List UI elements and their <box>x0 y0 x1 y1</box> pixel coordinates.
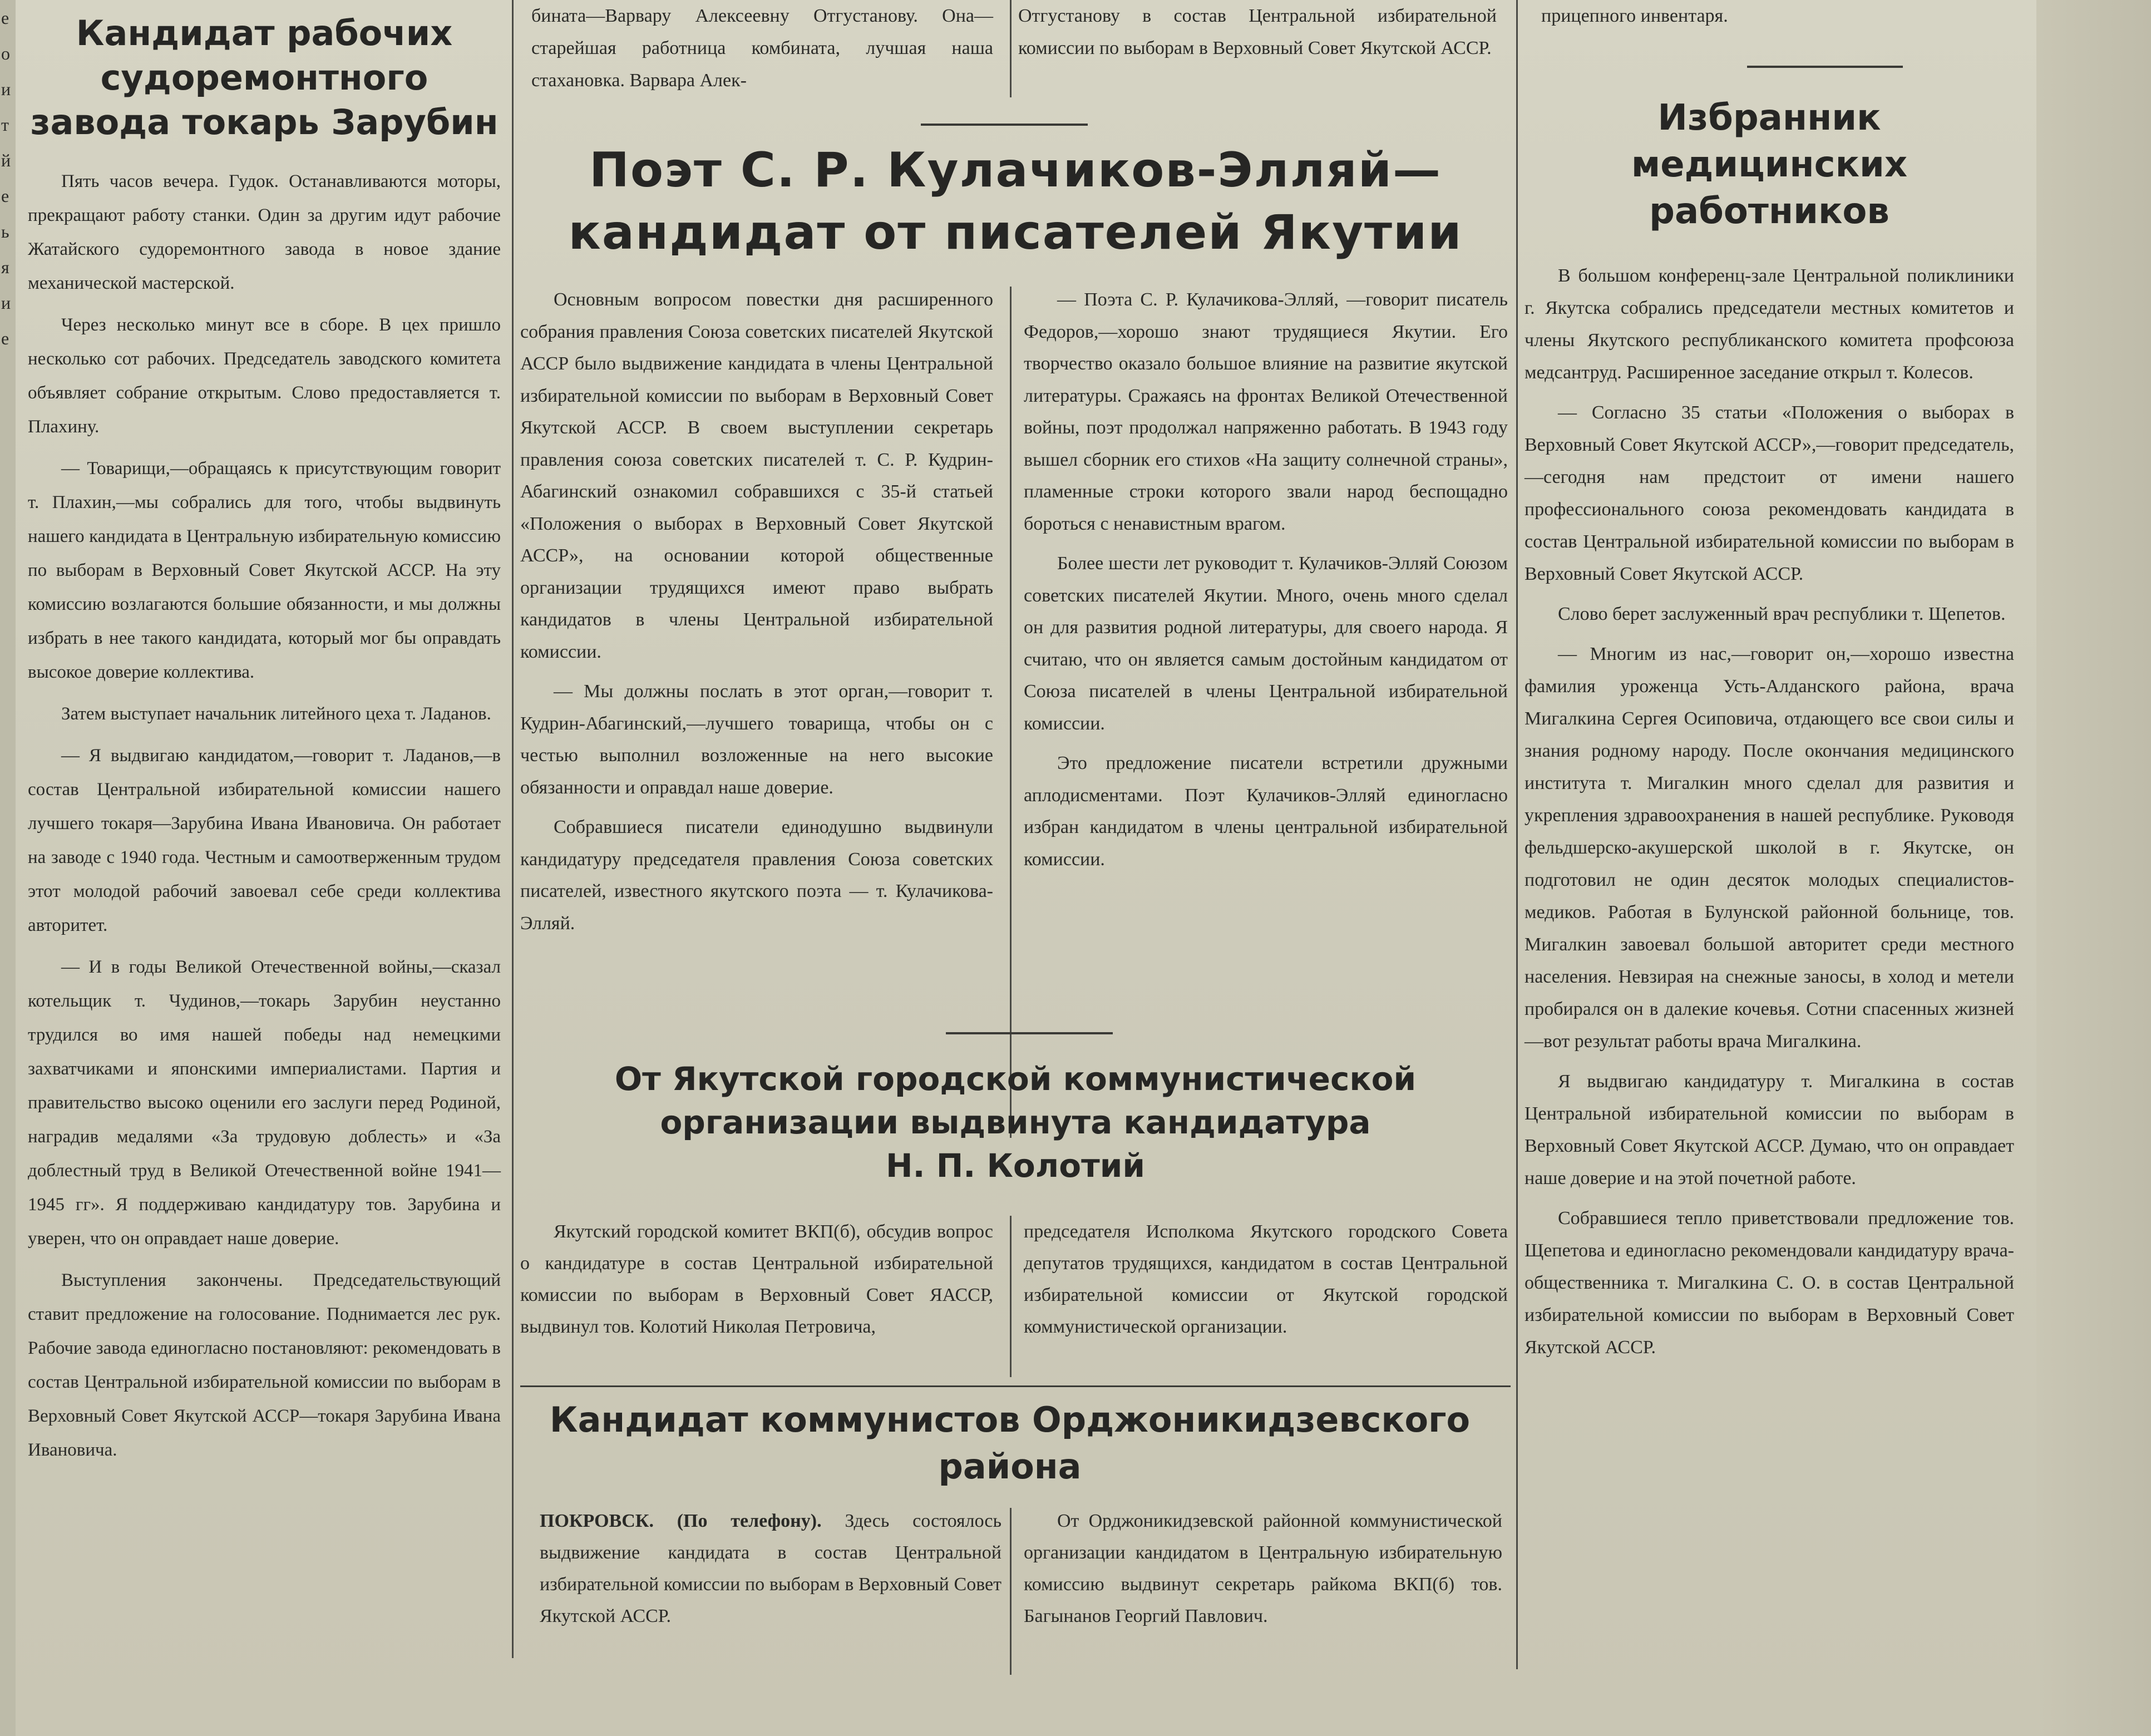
edge-letter: о <box>1 43 10 63</box>
paragraph: — Мы должны послать в этот орган,—говорит т. Кудрин-Абагинский,—лучшего товарища, чтобы он с честью выполнил возложенные на него высокие обязанности и оправдал наше доверие. <box>520 681 993 798</box>
paragraph: — Я выдвигаю кандидатом,—говорит т. Ладанов,—в состав Центральной избирательной комиссии нашего лучшего токаря—Зарубина Ивана Ивановича. Он работает на заводе с 1940 года. Честным и самоотверженным трудом этот молодой рабочий завоевал себе среди коллектива авторитет. <box>28 746 501 935</box>
paragraph: Здесь состоялось выдвижение кандидата в состав Центральной избирательной комиссии по выборам в Верховный Совет Якутской АССР. <box>540 1511 1002 1626</box>
article-kulachikov-divider <box>1010 287 1012 1138</box>
article-kolotiy <box>520 1057 1511 1337</box>
paragraph: Собравшиеся тепло приветствовали предложение тов. Щепетова и единогласно рекомендовали кандидатуру врача-общественника т. Мигалкина С. О. в состав Центральной избирательной комиссии по выборам в Верховный Совет Якутской АССР. <box>1525 1208 2014 1358</box>
title-line: кандидат от писателей Якутии <box>568 205 1463 260</box>
edge-letter: е <box>1 186 9 206</box>
article-kolotiy-title <box>520 1057 1511 1187</box>
paragraph: Собравшиеся писатели единодушно выдвинули кандидатуру председателя правления Союза советских писателей, известного якутского поэта — т. Кулачикова-Элляй. <box>520 817 993 934</box>
edge-letter: я <box>1 257 9 277</box>
edge-letter: ь <box>1 221 9 241</box>
paragraph: — Согласно 35 статьи «Положения о выборах в Верховный Совет Якутской АССР»,—говорит председатель,—сегодня нам предстоит от имени нашего профессионального союза рекомендовать кандидата в состав Центральной избирательной комиссии по выборам в Верховный Совет Якутской АССР. <box>1525 402 2014 584</box>
rule-top-right <box>1747 66 1903 68</box>
edge-letter: й <box>1 150 11 170</box>
article-kolotiy-divider <box>1010 1216 1012 1377</box>
article-kulachikov <box>520 139 1511 934</box>
article-migalkin <box>1525 95 2014 1372</box>
article-ordzhonikidze <box>509 1397 1511 1626</box>
fragment-right: прицепного инвентаря. <box>1541 6 1728 26</box>
paragraph: Якутский городской комитет ВКП(б), обсудив вопрос о кандидатуре в состав Центральной избирательной комиссии по выборам в Верховный Совет ЯАССР, выдвинул тов. Колотий Николая Петровича, <box>520 1221 993 1337</box>
article-zarubin-body <box>28 165 501 1467</box>
column-divider-2 <box>1010 0 1012 97</box>
edge-letter: и <box>1 79 11 99</box>
article-kulachikov-col2 <box>1024 284 1508 883</box>
paragraph: председателя Исполкома Якутского городского Совета депутатов трудящихся, кандидатом в состав Центральной избирательной комиссии от Якутской городской коммунистической организации. <box>1024 1221 1508 1337</box>
table-surface <box>2036 0 2151 1736</box>
paragraph: Основным вопросом повестки дня расширенного собрания правления Союза советских писателей Якутской АССР было выдвижение кандидата в члены Центральной избирательной комиссии по выборам в Верховный Совет Якутской АССР. В своем выступлении секретарь правления союза советских писателей т. С. Р. Кудрин-Абагинский ознакомил собравшихся с 35-й статьей «Положения о выборах в Верховный Совет Якутской АССР», на основании которой общественные организации трудящихся имеют право выбрать кандидатов в члены Центральной избирательной комиссии. <box>520 289 993 662</box>
paragraph: — Поэта С. Р. Кулачикова-Элляй, —говорит писатель Федоров,—хорошо знают трудящиеся Якутии. Его творчество оказало большое влияние на развитие якутской литературы. Сражаясь на фронтах Великой Отечественной войны, поэт продолжал напряженно работать. В 1943 году вышел сборник его стихов «На защиту солнечной страны», пламенные строки которого звали народ беспощадно бороться с ненавистным врагом. <box>1024 289 1508 534</box>
fragment-middle-left: бината—Варвару Алексеевну Отгустанову. Она—старейшая работница комбината, лучшая наша стахановка. Варвара Алек- <box>531 6 993 91</box>
title-line: работников <box>1649 191 1889 232</box>
article-migalkin-body <box>1525 260 2014 1364</box>
left-edge-fragments <box>0 0 16 1736</box>
paragraph: — Многим из нас,—говорит он,—хорошо известна фамилия уроженца Усть-Алданского района, врача Мигалкина Сергея Осиповича, отдающего все свои силы и знания родному народу. После окончания медицинского института т. Мигалкин много сделал для развития и укрепления здравоохранения в нашей республике. Руководя фельдшерско-акушерской школой в г. Якутске, он подготовил не один десяток молодых специалистов-медиков. Работая в Булунской районной больнице, тов. Мигалкин завоевал большой авторитет среди местного населения. Невзирая на снежные заносы, в холод и метели пробирался он в далекие кочевья. Сотни спасенных жизней—вот результат работы врача Мигалкина. <box>1525 644 2014 1052</box>
title-line: Кандидат коммунистов Орджоникидзевского <box>549 1399 1471 1440</box>
title-line: От Якутской городской коммунистической <box>614 1060 1417 1098</box>
paragraph: Это предложение писатели встретили дружными аплодисментами. Поэт Кулачиков-Элляй единогласно избран кандидатом в члены центральной избирательной комиссии. <box>1024 753 1508 870</box>
paragraph: Через несколько минут все в сборе. В цех пришло несколько сот рабочих. Председатель заводского комитета объявляет собрание открытым. Слово предоставляется т. Плахину. <box>28 315 501 437</box>
article-kolotiy-col2 <box>1024 1216 1508 1350</box>
edge-letter: и <box>1 293 11 313</box>
article-ordzhonikidze-title <box>509 1397 1511 1490</box>
rule-middle <box>946 1032 1113 1034</box>
article-ordzhonikidze-col2 <box>1024 1505 1502 1640</box>
paragraph: — Товарищи,—обращаясь к присутствующим говорит т. Плахин,—мы собрались для того, чтобы выдвинуть нашего кандидата в Центральную избирательную комиссию по выборам в Верховный Совет Якутской АССР. На эту комиссию возлагаются большие обязанности, и мы должны избрать в нее такого кандидата, который мог бы оправдать высокое доверие коллектива. <box>28 458 501 682</box>
paragraph: Выступления закончены. Председательствующий ставит предложение на голосование. Поднимается лес рук. Рабочие завода единогласно постановляют: рекомендовать в состав Центральной избирательной комиссии по выборам в Верховный Совет Якутской АССР—токаря Зарубина Ивана Ивановича. <box>28 1270 501 1460</box>
title-line: Избранник медицинских <box>1631 97 1908 185</box>
rule-lower <box>520 1385 1511 1387</box>
column-divider-3 <box>1516 0 1518 1669</box>
paragraph: Я выдвигаю кандидатуру т. Мигалкина в состав Центральной избирательной комиссии по выборам в Верховный Совет Якутской АССР. Думаю, что он оправдает наше доверие и на этой почетной работе. <box>1525 1071 2014 1188</box>
title-line: Н. П. Колотий <box>885 1147 1145 1185</box>
paragraph: В большом конференц-зале Центральной поликлиники г. Якутска собрались председатели местных комитетов и члены Якутского республиканского комитета профсоюза медсантруд. Расширенное заседание открыл т. Колесов. <box>1525 265 2014 383</box>
paragraph: Слово берет заслуженный врач республики т. Щепетов. <box>1558 604 2006 624</box>
fragment-middle-right: Отгустанову в состав Центральной избирательной комиссии по выборам в Верховный Совет Якутской АССР. <box>1018 6 1497 58</box>
rule-top-middle <box>921 124 1088 126</box>
article-zarubin <box>28 11 501 1475</box>
title-line: района <box>938 1446 1082 1487</box>
paragraph: Более шести лет руководит т. Кулачиков-Элляй Союзом советских писателей Якутии. Много, очень много сделал он для развития родной литературы, для своего народа. Я считаю, что он является самым достойным кандидатом от Союза писателей в члены Центральной избирательной комиссии. <box>1024 553 1508 734</box>
title-line: Поэт С. Р. Кулачиков-Элляй— <box>589 142 1442 198</box>
title-line: организации выдвинута кандидатура <box>660 1103 1371 1141</box>
dateline: ПОКРОВСК. (По телефону). <box>540 1511 822 1531</box>
article-kulachikov-col1 <box>520 284 993 947</box>
edge-letter: т <box>1 115 9 135</box>
paragraph: От Орджоникидзевской районной коммунистической организации кандидатом в Центральную избирательную комиссию выдвинут секретарь райкома ВКП(б) тов. Багынанов Георгий Павлович. <box>1024 1511 1502 1626</box>
article-kolotiy-col1 <box>520 1216 993 1350</box>
article-ordzhonikidze-divider <box>1010 1508 1012 1675</box>
edge-letter: е <box>1 8 9 28</box>
article-kulachikov-title <box>520 139 1511 264</box>
paragraph: — И в годы Великой Отечественной войны,—сказал котельщик т. Чудинов,—токарь Зарубин неустанно трудился во имя нашей победы над немецкими захватчиками и японскими империалистами. Партия и правительство высоко оценили его заслуги перед Родиной, наградив медалями «За трудовую доблесть» и «За доблестный труд в Великой Отечественной войне 1941—1945 гг». Я поддерживаю кандидатуру тов. Зарубина и уверен, что он оправдает наше доверие. <box>28 957 501 1249</box>
article-ordzhonikidze-col1 <box>540 1505 1002 1632</box>
article-migalkin-title <box>1525 95 2014 235</box>
article-zarubin-title: Кандидат рабочих судоремонтного завода токарь Зарубин <box>30 13 499 142</box>
paragraph: Пять часов вечера. Гудок. Останавливаются моторы, прекращают работу станки. Один за другим идут рабочие Жатайского судоремонтного завода в новое здание механической мастерской. <box>28 171 501 293</box>
paragraph: Затем выступает начальник литейного цеха т. Ладанов. <box>61 704 491 724</box>
edge-letter: е <box>1 328 9 348</box>
